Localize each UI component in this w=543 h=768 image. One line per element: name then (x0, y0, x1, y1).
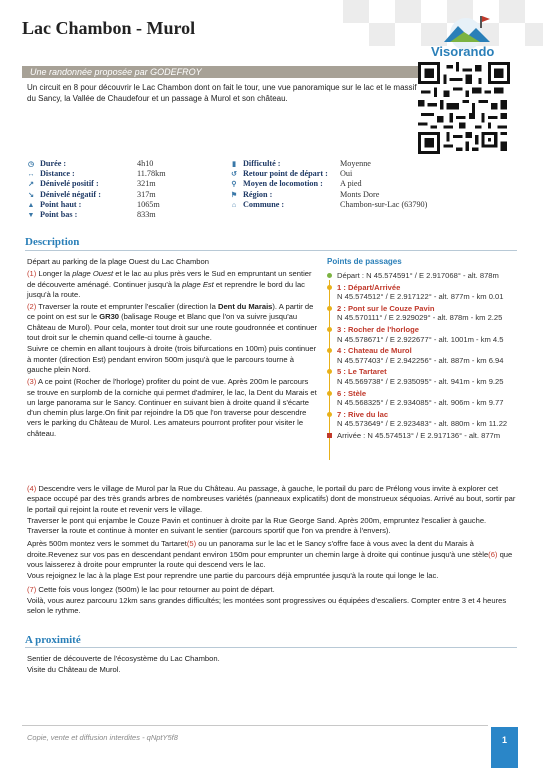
info-right: ▮ Difficulté : Moyenne ↺ Retour point de départ : Oui ⚲ Moyen de locomotion : A pied ⚑ Région : Monts Dore ⌂ Commune : Chambon-sur-Lac (63790) (230, 159, 428, 209)
waypoint-item: 6 : Stèle N 45.568325° / E 2.934085° - alt. 906m - km 9.77 (327, 389, 527, 408)
commune-icon: ⌂ (231, 200, 237, 209)
description-col: Départ au parking de la plage Ouest du Lac Chambon (1) Longer la plage Ouest et le lac au plus près vers le Sud en empruntant un sentier de découverte aménagé. Continuer jusqu'à la plage Est et reprendre le bord du lac jusqu'à la route. (2) Traverser la route et emprunter l'escalier (direction la Dent du Marais). A partir de ce point on est sur le GR30 (balisage Rouge et Blanc que l'on va suivre jusqu'au Château de Murol). Pour cela, monter tout droit sur une route goudronnée et continuer tout droit sur le chemin quand celle-ci tourne à gauche. Suivre ce chemin en allant toujours à droite (trois bifurcations en 100m) puis continuer à monter (direction Est) pendant environ 500m jusqu'à que le parcours tourne à gauche plein Nord. (3) A ce point (Rocher de l'horloge) profiter du point de vue. Après 200m le parcours se trouve en surplomb de la corniche qui permet d'admirer, le lac, la Dent du Marais et un large panorama sur le Sancy. Continuer en suivant bien à droite quand il s'écarte d'un chemin plus large.On finit par rejoindre la D5 que l'on traverse pour descendre vers le parking du Château de Murol. Les amateurs pourront profiter pour visiter le château. (27, 257, 318, 438)
walker-icon: ⚲ (231, 180, 237, 189)
brand-name: Visorando (431, 44, 495, 59)
page-title: Lac Chambon - Murol (22, 18, 196, 38)
page-number: 1 (491, 727, 518, 768)
waypoint-end: Arrivée : N 45.574513° / E 2.917136° - alt. 877m (327, 431, 527, 441)
author-banner: Une randonnée proposée par GODEFROY (22, 66, 422, 78)
high-point-icon: ▲ (27, 200, 35, 209)
nearby-item: Visite du Château de Murol. (27, 665, 121, 675)
nearby-item: Sentier de découverte de l'écosystème du Lac Chambon. (27, 654, 220, 663)
descent-icon: ↘ (28, 190, 34, 199)
waypoint-item: 2 : Pont sur le Couze Pavin N 45.570111° / E 2.929029° - alt. 878m - km 2.25 (327, 304, 527, 323)
intro-text: Un circuit en 8 pour découvrir le Lac Chambon dont on fait le tour, une vue panoramique sur le lac et le massif du Sancy, la Vallée de Chaudefour et un passage à Murol et son château. (27, 83, 417, 103)
distance-icon: ↔ (27, 170, 35, 179)
waypoint-item: 1 : Départ/Arrivée N 45.574512° / E 2.917122° - alt. 877m - km 0.01 (327, 283, 527, 302)
waypoint-item: 7 : Rive du lac N 45.573649° / E 2.923483° - alt. 880m - km 11.22 (327, 410, 527, 429)
waypoint-item: 4 : Chateau de Murol N 45.577403° / E 2.942256° - alt. 887m - km 6.94 (327, 346, 527, 365)
difficulty-icon: ▮ (232, 160, 236, 169)
ascent-icon: ↗ (28, 180, 34, 189)
nearby-list (27, 654, 517, 677)
description-heading: Description (25, 236, 80, 248)
region-icon: ⚑ (230, 190, 238, 199)
footer-rule (22, 725, 488, 726)
waypoints-heading: Points de passages (327, 257, 402, 266)
waypoint-item: 3 : Rocher de l'horloge N 45.578671° / E 2.922677° - alt. 1001m - km 4.5 (327, 325, 527, 344)
waypoint-list (327, 271, 527, 443)
footer-notice: Copie, vente et diffusion interdites - qNptY5f8 (27, 733, 178, 742)
return-icon: ↺ (231, 170, 237, 179)
description-start: Départ au parking de la plage Ouest du Lac Chambon (27, 257, 209, 266)
info-left: ◷ Durée : 4h10 ↔ Distance : 11.78km ↗ Dénivelé positif : 321m ↘ Dénivelé négatif : 317m ▲ Point haut : 1065m ▼ Point bas : 833m (27, 159, 166, 220)
waypoint-start: Départ : N 45.574591° / E 2.917068° - alt. 878m (327, 271, 527, 281)
description-rule (25, 250, 517, 251)
nearby-heading: A proximité (25, 634, 81, 646)
nearby-rule (25, 647, 517, 648)
clock-icon: ◷ (27, 160, 35, 169)
description-full: (4) Descendre vers le village de Murol par la Rue du Château. Au passage, à gauche, le portail du parc de Prélong vous invite à explorer cet espace occupé par des très grands arbres de nombreuses variétés (panneaux explicatifs) dont de monstrueux séquoias. Arrivé au bout, sortir par le portail qui rejoint la route et revenir vers le village. Traverser le pont qui enjambe le Couze Pavin et continuer à droite par la Rue George Sand. Après 200m, empruntez l'escalier à gauche. Traverser la route et continue à monter en suivant le sentier (parcours sportif que l'on va prendre à l'envers). Après 500m montez vers le sommet du Tartaret(5) ou un panorama sur le lac et le Sancy s'offre face à vous avec la dent du Marais à droite.Revenez sur vos pas en descendant pendant environ 150m pour emprunter un chemin large à droite qui continue jusqu'à une stèle(6) que vous laisserez à droite pour emprunter la route qui descend vers le lac. Vous rejoignez le lac à la plage Est pour reprendre une partie du parcours déjà empruntée jusqu'à la route qui longe le lac. (7) Cette fois vous longez (500m) le lac pour retourner au point de départ. Voilà, vous aurez parcouru 12km sans grandes difficultés; les montées sont progressives ou équipées d'escaliers. Compter entre 3 et 4 heures selon le rythme. (27, 484, 516, 616)
low-point-icon: ▼ (27, 211, 35, 220)
waypoint-item: 5 : Le Tartaret N 45.569738° / E 2.935095° - alt. 941m - km 9.25 (327, 367, 527, 386)
qr-code[interactable] (418, 62, 510, 154)
